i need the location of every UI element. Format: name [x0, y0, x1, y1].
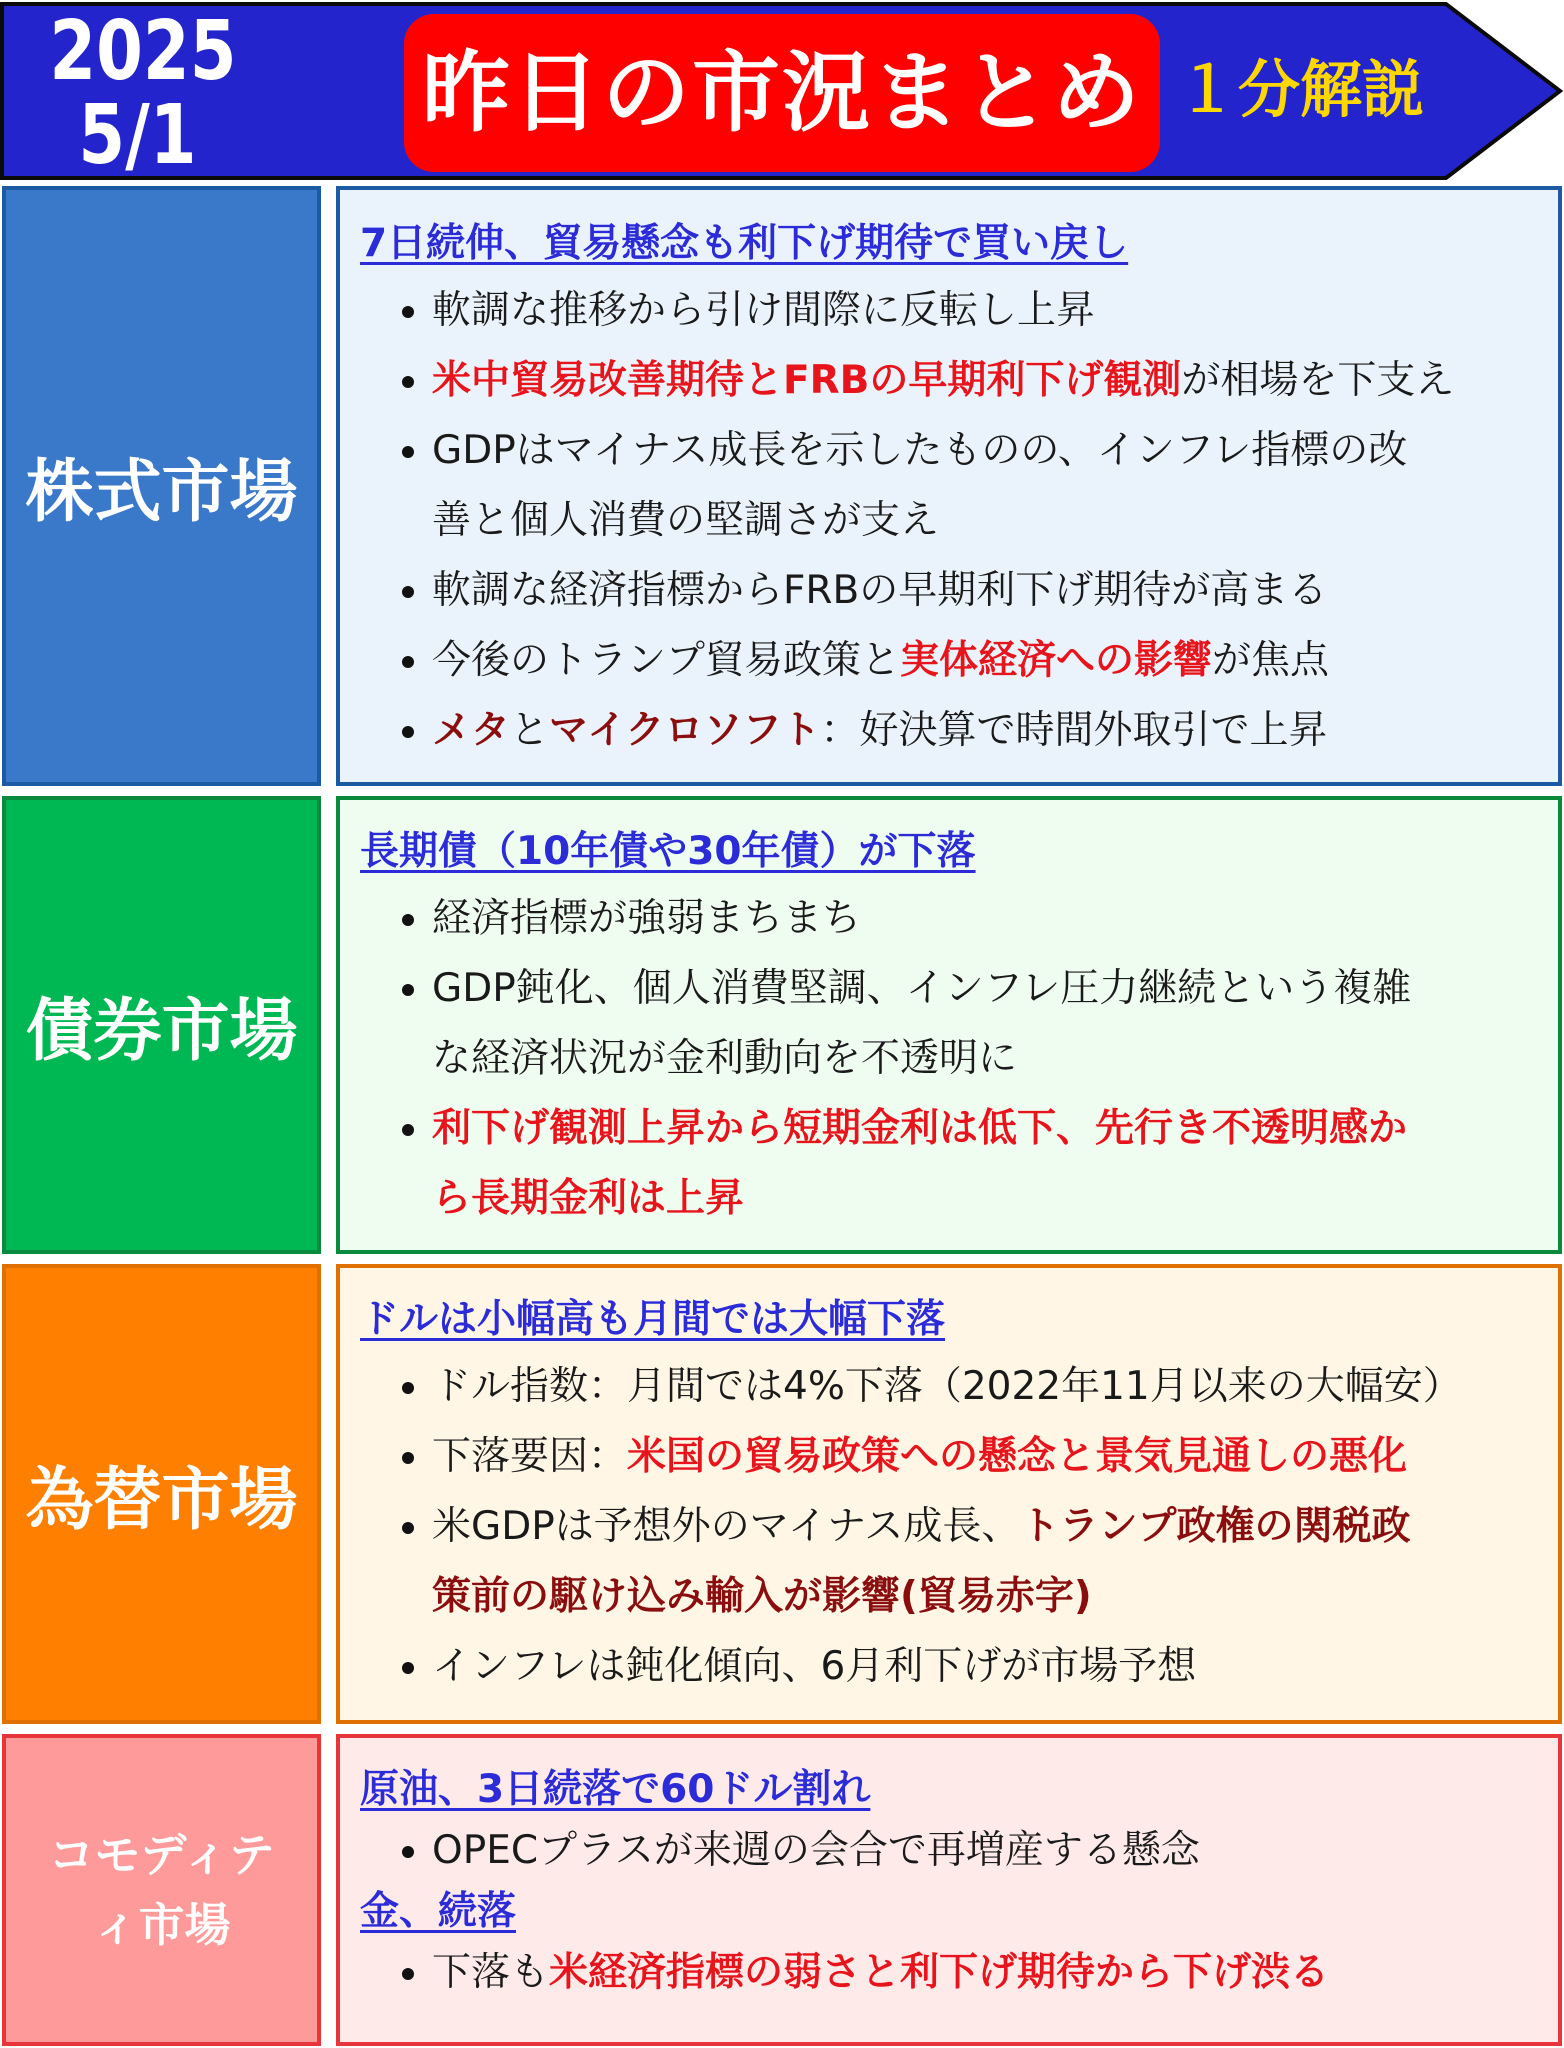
list-item: インフレは鈍化傾向、6月利下げが市場予想	[360, 1632, 1558, 1702]
heading-gold[interactable]: 金、続落	[360, 1889, 517, 1934]
content-stock-market	[336, 186, 1562, 786]
content-bond-market	[336, 796, 1562, 1254]
list-item: 今後のトランプ貿易政策と実体経済への影響が焦点	[360, 626, 1558, 696]
heading-stock-market[interactable]: 7日続伸、貿易懸念も利下げ期待で買い戻し	[360, 221, 1129, 266]
bullet-list-fx	[360, 1352, 1558, 1702]
date-year: 2025	[49, 4, 237, 99]
list-item: 軟調な経済指標からFRBの早期利下げ期待が高まる	[360, 556, 1558, 626]
section-fx-market	[0, 1264, 1564, 1724]
heading-bond-market[interactable]: 長期債（10年債や30年債）が下落	[360, 829, 976, 874]
list-item: OPECプラスが来週の会合で再増産する懸念	[360, 1816, 1558, 1886]
date-day: 5/1	[78, 88, 197, 183]
label-commodity-market	[2, 1734, 321, 2046]
content-commodity-market	[336, 1734, 1562, 2046]
bullet-list-crude-oil	[360, 1816, 1558, 1886]
list-item: GDP鈍化、個人消費堅調、インフレ圧力継続という複雑 な経済状況が金利動向を不透明に	[360, 954, 1558, 1094]
page-subtitle: １分解説	[1176, 53, 1425, 126]
list-item: GDPはマイナス成長を示したものの、インフレ指標の改 善と個人消費の堅調さが支え	[360, 416, 1558, 556]
label-commodity-market-text: コモディテ ィ市場	[48, 1828, 275, 1952]
label-stock-market	[2, 186, 321, 786]
list-item: 米中貿易改善期待とFRBの早期利下げ観測が相場を下支え	[360, 346, 1558, 416]
label-fx-market	[2, 1264, 321, 1724]
list-item: ドル指数：月間では4%下落（2022年11月以来の大幅安）	[360, 1352, 1558, 1422]
content-fx-market	[336, 1264, 1562, 1724]
label-fx-market-text: 為替市場	[25, 1460, 298, 1540]
topic-crude-oil	[360, 1764, 1558, 1886]
bullet-list-stock	[360, 276, 1558, 766]
list-item: 軟調な推移から引け間際に反転し上昇	[360, 276, 1558, 346]
heading-crude-oil[interactable]: 原油、3日続落で60ドル割れ	[360, 1767, 871, 1812]
section-bond-market	[0, 796, 1564, 1254]
bullet-list-bond	[360, 884, 1558, 1234]
list-item: 下落も米経済指標の弱さと利下げ期待から下げ渋る	[360, 1938, 1558, 2008]
label-bond-market-text: 債券市場	[25, 991, 298, 1071]
list-item: 下落要因：米国の貿易政策への懸念と景気見通しの悪化	[360, 1422, 1558, 1492]
section-stock-market	[0, 186, 1564, 786]
date-block	[49, 4, 237, 183]
list-item: 米GDPは予想外のマイナス成長、トランプ政権の関税政 策前の駆け込み輸入が影響(貿易赤字)	[360, 1492, 1558, 1632]
bullet-list-gold	[360, 1938, 1558, 2008]
list-item: メタとマイクロソフト：好決算で時間外取引で上昇	[360, 696, 1558, 766]
list-item: 利下げ観測上昇から短期金利は低下、先行き不透明感か ら長期金利は上昇	[360, 1094, 1558, 1234]
header-banner	[0, 0, 1564, 182]
label-bond-market	[2, 796, 321, 1254]
section-commodity-market	[0, 1734, 1564, 2046]
page-title: 昨日の市況まとめ	[404, 14, 1160, 172]
list-item: 経済指標が強弱まちまち	[360, 884, 1558, 954]
label-stock-market-text: 株式市場	[25, 452, 298, 532]
heading-fx-market[interactable]: ドルは小幅高も月間では大幅下落	[360, 1297, 946, 1342]
topic-gold	[360, 1886, 1558, 2008]
